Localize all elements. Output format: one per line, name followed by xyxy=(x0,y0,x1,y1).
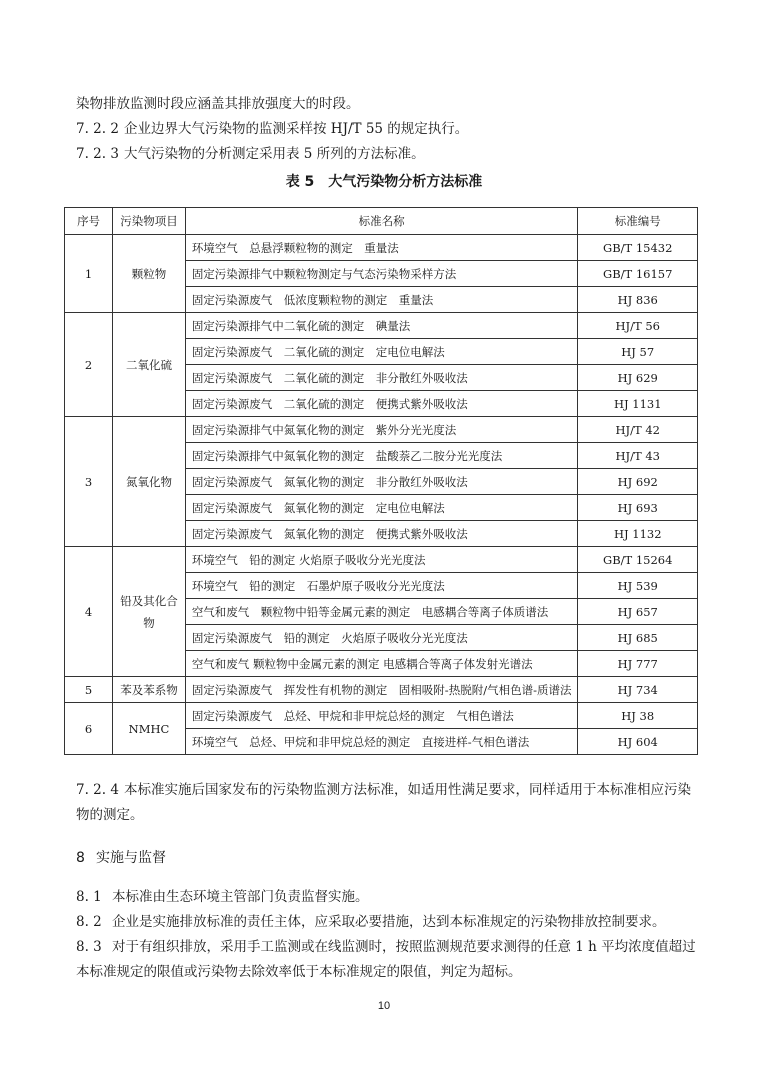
header-standard-name: 标准名称 xyxy=(185,208,578,235)
cell-standard-name: 固定污染源废气 铅的测定 火焰原子吸收分光光度法 xyxy=(185,625,578,651)
cell-standard-name: 环境空气 总悬浮颗粒物的测定 重量法 xyxy=(185,235,578,261)
cell-standard-code: HJ 38 xyxy=(578,703,698,729)
cell-pollutant-item: 颗粒物 xyxy=(113,235,186,313)
cell-pollutant-item: 铅及其化合物 xyxy=(113,547,186,677)
clause-number: 8. 3 xyxy=(76,939,102,955)
clause-text: 对于有组织排放，采用手工监测或在线监测时，按照监测规范要求测得的任意 1 h 平均浓度值超过本标准规定的限值或污染物去除效率低于本标准规定的限值，判定为超标。 xyxy=(76,939,696,980)
table-header-row xyxy=(65,208,698,235)
clause-text: 本标准实施后国家发布的污染物监测方法标准，如适用性满足要求，同样适用于本标准相应污染物的测定。 xyxy=(76,782,691,823)
section-8-heading xyxy=(76,847,166,867)
clause-text: 企业边界大气污染物的监测采样按 HJ/T 55 的规定执行。 xyxy=(124,121,469,137)
cell-standard-code: HJ 539 xyxy=(578,573,698,599)
clause-7-2-3 xyxy=(76,142,696,167)
header-no: 序号 xyxy=(65,208,113,235)
cell-standard-code: HJ/T 56 xyxy=(578,313,698,339)
cell-standard-code: HJ 1131 xyxy=(578,391,698,417)
cell-standard-code: HJ 777 xyxy=(578,651,698,677)
cell-no: 4 xyxy=(65,547,113,677)
cell-no: 6 xyxy=(65,703,113,755)
cell-pollutant-item: 二氧化硫 xyxy=(113,313,186,417)
cell-no: 5 xyxy=(65,677,113,703)
cell-standard-code: HJ 629 xyxy=(578,365,698,391)
cell-standard-name: 环境空气 总烃、甲烷和非甲烷总烃的测定 直接进样-气相色谱法 xyxy=(185,729,578,755)
clause-number: 7. 2. 2 xyxy=(76,121,119,137)
cell-standard-name: 固定污染源废气 二氧化硫的测定 非分散红外吸收法 xyxy=(185,365,578,391)
header-item: 污染物项目 xyxy=(113,208,186,235)
cell-standard-name: 固定污染源排气中二氧化硫的测定 碘量法 xyxy=(185,313,578,339)
table-body xyxy=(65,235,698,755)
cell-standard-name: 固定污染源废气 挥发性有机物的测定 固相吸附-热脱附/气相色谱-质谱法 xyxy=(185,677,578,703)
cell-standard-code: HJ 657 xyxy=(578,599,698,625)
clause-number: 7. 2. 4 xyxy=(76,782,119,798)
clause-number: 7. 2. 3 xyxy=(76,146,119,162)
table-caption: 表 5 大气污染物分析方法标准 xyxy=(285,174,483,190)
table-row xyxy=(65,313,698,339)
clause-text: 本标准由生态环境主管部门负责监督实施。 xyxy=(112,889,369,905)
clause-text: 企业是实施排放标准的责任主体，应采取必要措施，达到本标准规定的污染物排放控制要求。 xyxy=(112,914,666,930)
cell-standard-code: GB/T 15264 xyxy=(578,547,698,573)
cell-standard-name: 环境空气 铅的测定 石墨炉原子吸收分光光度法 xyxy=(185,573,578,599)
cell-standard-name: 固定污染源废气 二氧化硫的测定 便携式紫外吸收法 xyxy=(185,391,578,417)
cell-no: 1 xyxy=(65,235,113,313)
cell-standard-code: HJ 1132 xyxy=(578,521,698,547)
cell-standard-code: HJ 693 xyxy=(578,495,698,521)
table-row xyxy=(65,417,698,443)
clause-7-2-4 xyxy=(76,778,696,828)
clause-8-3 xyxy=(76,935,696,985)
cell-standard-name: 空气和废气 颗粒物中铅等金属元素的测定 电感耦合等离子体质谱法 xyxy=(185,599,578,625)
clause-8-2 xyxy=(76,910,696,935)
cell-standard-name: 固定污染源废气 氮氧化物的测定 便携式紫外吸收法 xyxy=(185,521,578,547)
cell-standard-name: 固定污染源废气 二氧化硫的测定 定电位电解法 xyxy=(185,339,578,365)
cell-standard-name: 固定污染源废气 低浓度颗粒物的测定 重量法 xyxy=(185,287,578,313)
table-row xyxy=(65,677,698,703)
cell-standard-code: HJ/T 43 xyxy=(578,443,698,469)
cell-standard-code: HJ 57 xyxy=(578,339,698,365)
cell-standard-code: GB/T 15432 xyxy=(578,235,698,261)
cell-standard-code: HJ 734 xyxy=(578,677,698,703)
clause-text: 大气污染物的分析测定采用表 5 所列的方法标准。 xyxy=(124,146,425,162)
cell-standard-name: 固定污染源废气 氮氧化物的测定 定电位电解法 xyxy=(185,495,578,521)
table-row xyxy=(65,703,698,729)
cell-standard-name: 固定污染源排气中氮氧化物的测定 盐酸萘乙二胺分光光度法 xyxy=(185,443,578,469)
section-title: 实施与监督 xyxy=(96,850,166,866)
clause-8-1 xyxy=(76,885,696,910)
clause-7-2-2 xyxy=(76,117,696,142)
cell-standard-code: HJ/T 42 xyxy=(578,417,698,443)
clause-number: 8. 2 xyxy=(76,914,102,930)
header-standard-code: 标准编号 xyxy=(578,208,698,235)
table-row xyxy=(65,235,698,261)
page-number: 10 xyxy=(377,1000,391,1012)
paragraph-continuation: 染物排放监测时段应涵盖其排放强度大的时段。 xyxy=(76,96,360,112)
cell-standard-name: 固定污染源排气中颗粒物测定与气态污染物采样方法 xyxy=(185,261,578,287)
cell-standard-code: HJ 692 xyxy=(578,469,698,495)
method-standards-table xyxy=(64,207,698,755)
cell-pollutant-item: 氮氧化物 xyxy=(113,417,186,547)
cell-standard-code: HJ 836 xyxy=(578,287,698,313)
cell-standard-code: HJ 685 xyxy=(578,625,698,651)
cell-standard-name: 固定污染源排气中氮氧化物的测定 紫外分光光度法 xyxy=(185,417,578,443)
cell-pollutant-item: NMHC xyxy=(113,703,186,755)
cell-standard-name: 空气和废气 颗粒物中金属元素的测定 电感耦合等离子体发射光谱法 xyxy=(185,651,578,677)
clause-number: 8. 1 xyxy=(76,889,102,905)
cell-standard-code: HJ 604 xyxy=(578,729,698,755)
section-number: 8 xyxy=(76,850,85,866)
cell-no: 2 xyxy=(65,313,113,417)
cell-standard-name: 环境空气 铅的测定 火焰原子吸收分光光度法 xyxy=(185,547,578,573)
cell-no: 3 xyxy=(65,417,113,547)
cell-standard-name: 固定污染源废气 总烃、甲烷和非甲烷总烃的测定 气相色谱法 xyxy=(185,703,578,729)
table-row xyxy=(65,547,698,573)
cell-standard-name: 固定污染源废气 氮氧化物的测定 非分散红外吸收法 xyxy=(185,469,578,495)
cell-pollutant-item: 苯及苯系物 xyxy=(113,677,186,703)
cell-standard-code: GB/T 16157 xyxy=(578,261,698,287)
